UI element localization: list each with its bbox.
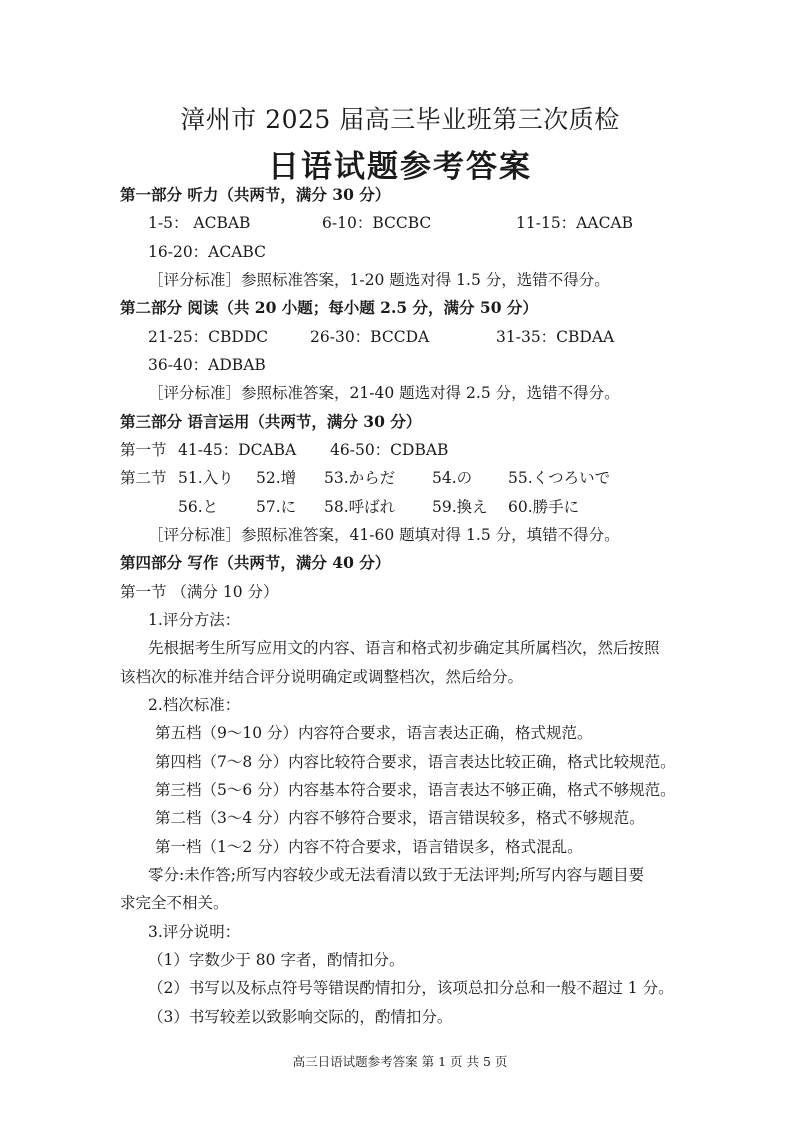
note-item: （1）字数少于 80 字者，酌情扣分。 <box>148 951 405 969</box>
level-item: 第五档（9～10 分）内容符合要求，语言表达正确，格式规范。 <box>155 724 593 742</box>
level-item: 第四档（7～8 分）内容比较符合要求，语言表达比较正确，格式比较规范。 <box>155 753 676 771</box>
section-label: 第一节 <box>120 441 167 459</box>
answer-group: 1-5： ACBAB <box>148 214 251 232</box>
note-item: （3）书写较差以致影响交际的，酌情扣分。 <box>148 1008 453 1026</box>
answer-item: 56.と <box>178 498 219 516</box>
part2-criteria: ［评分标准］参照标准答案，21-40 题选对得 2.5 分，选错不得分。 <box>148 384 620 402</box>
answer-group: 16-20：ACABC <box>148 243 266 261</box>
level-item: 第三档（5～6 分）内容基本符合要求，语言表达不够正确，格式不够规范。 <box>155 781 676 799</box>
answer-item: 55.くつろいで <box>508 469 611 487</box>
answer-group: 36-40：ADBAB <box>148 356 266 374</box>
answer-group: 11-15：AACAB <box>516 214 634 232</box>
zero-score-text: 零分:未作答;所写内容较少或无法看清以致于无法评判;所写内容与题目要 <box>148 866 645 884</box>
method-text: 该档次的标准并结合评分说明确定或调整档次，然后给分。 <box>120 668 524 686</box>
method-text: 先根据考生所写应用文的内容、语言和格式初步确定其所属档次，然后按照 <box>148 639 660 657</box>
answer-item: 52.增 <box>256 469 297 487</box>
answer-item: 53.からだ <box>324 469 396 487</box>
section-label: 第二节 <box>120 469 167 487</box>
method-title: 1.评分方法： <box>148 611 241 629</box>
answer-group: 31-35：CBDAA <box>496 328 615 346</box>
part4-heading: 第四部分 写作（共两节，满分 40 分） <box>120 553 391 572</box>
answer-item: 57.に <box>256 498 297 516</box>
part3-heading: 第三部分 语言运用（共两节，满分 30 分） <box>120 412 422 431</box>
part4-section1-label: 第一节 （满分 10 分） <box>120 583 279 601</box>
answer-group: 21-25：CBDDC <box>148 328 269 346</box>
answer-item: 59.換え <box>432 498 488 516</box>
answer-item: 54.の <box>432 469 473 487</box>
answer-group: 46-50：CDBAB <box>330 441 449 459</box>
notes-title: 3.评分说明： <box>148 923 241 941</box>
answer-item: 51.入り <box>178 469 234 487</box>
levels-title: 2.档次标准： <box>148 696 241 714</box>
answer-item: 60.勝手に <box>508 498 580 516</box>
exam-title: 漳州市 2025 届高三毕业班第三次质检 <box>180 105 620 134</box>
answer-item: 58.呼ばれ <box>324 498 396 516</box>
answer-group: 6-10：BCCBC <box>322 214 432 232</box>
document-title: 日语试题参考答案 <box>268 149 532 185</box>
part1-criteria: ［评分标准］参照标准答案，1-20 题选对得 1.5 分，选错不得分。 <box>148 271 610 289</box>
part3-criteria: ［评分标准］参照标准答案，41-60 题填对得 1.5 分，填错不得分。 <box>148 526 620 544</box>
zero-score-text: 求完全不相关。 <box>120 894 229 912</box>
level-item: 第一档（1～2 分）内容不符合要求，语言错误多，格式混乱。 <box>155 838 583 856</box>
note-item: （2）书写以及标点符号等错误酌情扣分，该项总扣分总和一般不超过 1 分。 <box>148 979 674 997</box>
part1-heading: 第一部分 听力（共两节，满分 30 分） <box>120 185 391 204</box>
answer-group: 41-45：DCABA <box>178 441 297 459</box>
answer-group: 26-30：BCCDA <box>310 328 430 346</box>
page-footer: 高三日语试题参考答案 第 1 页 共 5 页 <box>292 1054 508 1069</box>
level-item: 第二档（3～4 分）内容不够符合要求，语言错误较多，格式不够规范。 <box>155 809 645 827</box>
part2-heading: 第二部分 阅读（共 20 小题；每小题 2.5 分，满分 50 分） <box>120 298 538 317</box>
